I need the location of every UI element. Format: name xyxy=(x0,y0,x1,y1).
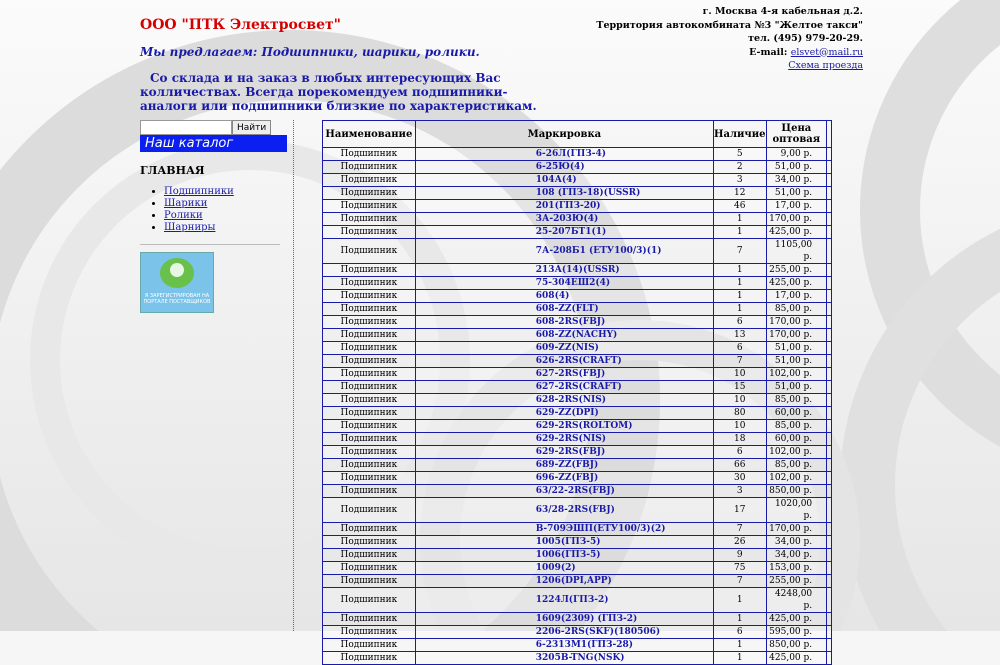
cell-name: Подшипник xyxy=(323,355,416,368)
cell-mark: 608-2RS(FBJ) xyxy=(415,316,713,329)
table-row xyxy=(323,562,832,575)
cell-qty: 1 xyxy=(714,639,767,652)
cell-name: Подшипник xyxy=(323,652,416,665)
table-row xyxy=(323,355,832,368)
contacts-block xyxy=(596,5,863,73)
table-row xyxy=(323,433,832,446)
cell-name: Подшипник xyxy=(323,148,416,161)
table-row xyxy=(323,639,832,652)
table-row xyxy=(323,626,832,639)
cell-extra xyxy=(827,485,832,498)
table-row xyxy=(323,381,832,394)
table-row xyxy=(323,549,832,562)
catalog-nav xyxy=(148,186,234,234)
header-qty: Наличие xyxy=(714,121,767,148)
catalog-title: Наш каталог xyxy=(140,135,287,152)
cell-qty: 7 xyxy=(714,355,767,368)
cell-price: 85,00 р. xyxy=(766,420,827,433)
cell-extra xyxy=(827,613,832,626)
cell-mark: 3А-203Ю(4) xyxy=(415,213,713,226)
cell-price: 51,00 р. xyxy=(766,187,827,200)
email-label: E-mail: xyxy=(749,46,788,58)
table-row xyxy=(323,472,832,485)
cell-price: 17,00 р. xyxy=(766,200,827,213)
nav-link-balls[interactable]: Шарики xyxy=(164,198,208,209)
cell-extra xyxy=(827,381,832,394)
table-body xyxy=(323,148,832,665)
cell-mark: 629-2RS(NIS) xyxy=(415,433,713,446)
cell-extra xyxy=(827,394,832,407)
cell-name: Подшипник xyxy=(323,187,416,200)
price-table-container xyxy=(322,120,832,665)
cell-name: Подшипник xyxy=(323,459,416,472)
cell-mark: 626-2RS(CRAFT) xyxy=(415,355,713,368)
cell-price: 425,00 р. xyxy=(766,613,827,626)
cell-qty: 6 xyxy=(714,316,767,329)
cell-extra xyxy=(827,213,832,226)
cell-name: Подшипник xyxy=(323,264,416,277)
cell-name: Подшипник xyxy=(323,420,416,433)
supplier-portal-badge[interactable] xyxy=(140,252,214,313)
cell-name: Подшипник xyxy=(323,213,416,226)
table-row xyxy=(323,368,832,381)
cell-mark: 627-2RS(FBJ) xyxy=(415,368,713,381)
nav-link-bearings[interactable]: Подшипники xyxy=(164,186,234,197)
home-heading: ГЛАВНАЯ xyxy=(140,164,205,177)
header-price: Цена оптовая xyxy=(766,121,827,148)
cell-mark: 1009(2) xyxy=(415,562,713,575)
cell-name: Подшипник xyxy=(323,407,416,420)
cell-qty: 7 xyxy=(714,239,767,264)
cell-qty: 1 xyxy=(714,303,767,316)
cell-mark: 6-26Л(ГПЗ-4) xyxy=(415,148,713,161)
table-header-row xyxy=(323,121,832,148)
cell-extra xyxy=(827,562,832,575)
cell-name: Подшипник xyxy=(323,588,416,613)
cell-qty: 17 xyxy=(714,498,767,523)
table-row xyxy=(323,588,832,613)
cell-name: Подшипник xyxy=(323,381,416,394)
cell-extra xyxy=(827,355,832,368)
cell-name: Подшипник xyxy=(323,562,416,575)
cell-price: 102,00 р. xyxy=(766,446,827,459)
table-row xyxy=(323,226,832,239)
cell-extra xyxy=(827,174,832,187)
cell-price: 102,00 р. xyxy=(766,368,827,381)
cell-price: 60,00 р. xyxy=(766,407,827,420)
search-button[interactable]: Найти xyxy=(232,120,271,135)
intro-text: Со склада и на заказ в любых интересующих Вас колличествах. Всегда порекомендуем подшипники-аналоги или подшипники близкие по характеристикам. xyxy=(140,71,537,113)
cell-name: Подшипник xyxy=(323,368,416,381)
search-input[interactable] xyxy=(140,120,232,135)
cell-extra xyxy=(827,498,832,523)
cell-mark: 75-304ЕШ2(4) xyxy=(415,277,713,290)
map-link[interactable]: Схема проезда xyxy=(788,60,863,71)
cell-name: Подшипник xyxy=(323,472,416,485)
cell-extra xyxy=(827,549,832,562)
cell-price: 153,00 р. xyxy=(766,562,827,575)
cell-extra xyxy=(827,187,832,200)
cell-qty: 2 xyxy=(714,161,767,174)
nav-link-rollers[interactable]: Ролики xyxy=(164,210,203,221)
cell-price: 850,00 р. xyxy=(766,485,827,498)
cell-extra xyxy=(827,303,832,316)
cell-name: Подшипник xyxy=(323,523,416,536)
email-line xyxy=(596,46,863,60)
cell-qty: 15 xyxy=(714,381,767,394)
table-row xyxy=(323,485,832,498)
header-extra xyxy=(827,121,832,148)
table-row xyxy=(323,498,832,523)
cell-name: Подшипник xyxy=(323,342,416,355)
cell-mark: 108 (ГПЗ-18)(USSR) xyxy=(415,187,713,200)
table-row xyxy=(323,187,832,200)
cell-qty: 12 xyxy=(714,187,767,200)
cell-extra xyxy=(827,433,832,446)
phone: тел. (495) 979-20-29. xyxy=(748,33,863,44)
cell-extra xyxy=(827,639,832,652)
cell-name: Подшипник xyxy=(323,626,416,639)
offer-text: Мы предлагаем: Подшипники, шарики, ролики. xyxy=(140,45,480,59)
cell-price: 51,00 р. xyxy=(766,355,827,368)
cell-price: 255,00 р. xyxy=(766,575,827,588)
cell-name: Подшипник xyxy=(323,549,416,562)
badge-text: Я ЗАРЕГИСТРИРОВАН НА ПОРТАЛЕ ПОСТАВЩИКОВ xyxy=(143,293,211,305)
cell-extra xyxy=(827,536,832,549)
header-mark: Маркировка xyxy=(415,121,713,148)
cell-qty: 1 xyxy=(714,264,767,277)
cell-price: 34,00 р. xyxy=(766,174,827,187)
cell-price: 850,00 р. xyxy=(766,639,827,652)
cell-mark: 628-2RS(NIS) xyxy=(415,394,713,407)
cell-qty: 80 xyxy=(714,407,767,420)
table-row xyxy=(323,148,832,161)
table-row xyxy=(323,303,832,316)
cell-name: Подшипник xyxy=(323,174,416,187)
cell-qty: 26 xyxy=(714,536,767,549)
table-row xyxy=(323,239,832,264)
cell-mark: В-709ЭШП(ЕТУ100/3)(2) xyxy=(415,523,713,536)
cell-qty: 30 xyxy=(714,472,767,485)
table-row xyxy=(323,200,832,213)
cell-name: Подшипник xyxy=(323,613,416,626)
cell-qty: 7 xyxy=(714,523,767,536)
cell-price: 1105,00 р. xyxy=(766,239,827,264)
cell-mark: 629-2RS(FBJ) xyxy=(415,446,713,459)
cell-mark: 1609(2309) (ГПЗ-2) xyxy=(415,613,713,626)
cell-price: 595,00 р. xyxy=(766,626,827,639)
cell-name: Подшипник xyxy=(323,639,416,652)
cell-mark: 2206-2RS(SKF)(180506) xyxy=(415,626,713,639)
cell-price: 9,00 р. xyxy=(766,148,827,161)
table-row xyxy=(323,213,832,226)
address-line-2: Территория автокомбината №3 "Желтое такси" xyxy=(596,19,863,31)
cell-mark: 608-ZZ(NACHY) xyxy=(415,329,713,342)
cell-qty: 6 xyxy=(714,342,767,355)
table-row xyxy=(323,174,832,187)
nav-item xyxy=(164,198,234,210)
cell-qty: 10 xyxy=(714,368,767,381)
cell-extra xyxy=(827,342,832,355)
cell-qty: 1 xyxy=(714,290,767,303)
cell-name: Подшипник xyxy=(323,290,416,303)
cell-mark: 104А(4) xyxy=(415,174,713,187)
table-row xyxy=(323,277,832,290)
cell-extra xyxy=(827,420,832,433)
nav-item xyxy=(164,222,234,234)
cell-price: 51,00 р. xyxy=(766,161,827,174)
cell-price: 255,00 р. xyxy=(766,264,827,277)
cell-extra xyxy=(827,316,832,329)
cell-extra xyxy=(827,290,832,303)
cell-qty: 3 xyxy=(714,174,767,187)
email-link[interactable]: elsvet@mail.ru xyxy=(790,46,863,58)
table-row xyxy=(323,536,832,549)
people-icon xyxy=(160,258,194,288)
cell-price: 4248,00 р. xyxy=(766,588,827,613)
table-row xyxy=(323,613,832,626)
cell-qty: 66 xyxy=(714,459,767,472)
table-row xyxy=(323,652,832,665)
cell-extra xyxy=(827,588,832,613)
cell-price: 17,00 р. xyxy=(766,290,827,303)
nav-item xyxy=(164,186,234,198)
cell-price: 85,00 р. xyxy=(766,303,827,316)
cell-extra xyxy=(827,161,832,174)
cell-mark: 1206(DPI,APP) xyxy=(415,575,713,588)
cell-price: 1020,00 р. xyxy=(766,498,827,523)
cell-mark: 201(ГПЗ-20) xyxy=(415,200,713,213)
cell-extra xyxy=(827,472,832,485)
table-row xyxy=(323,446,832,459)
cell-name: Подшипник xyxy=(323,433,416,446)
cell-qty: 18 xyxy=(714,433,767,446)
table-row xyxy=(323,316,832,329)
cell-name: Подшипник xyxy=(323,446,416,459)
cell-mark: 63/28-2RS(FBJ) xyxy=(415,498,713,523)
cell-mark: 608(4) xyxy=(415,290,713,303)
cell-qty: 10 xyxy=(714,394,767,407)
table-row xyxy=(323,290,832,303)
cell-price: 85,00 р. xyxy=(766,459,827,472)
cell-extra xyxy=(827,264,832,277)
cell-name: Подшипник xyxy=(323,226,416,239)
cell-extra xyxy=(827,368,832,381)
cell-mark: 6-25Ю(4) xyxy=(415,161,713,174)
cell-mark: 689-ZZ(FBJ) xyxy=(415,459,713,472)
table-row xyxy=(323,329,832,342)
table-row xyxy=(323,394,832,407)
cell-price: 34,00 р. xyxy=(766,536,827,549)
company-name: ООО "ПТК Электросвет" xyxy=(140,17,341,33)
cell-mark: 1006(ГПЗ-5) xyxy=(415,549,713,562)
cell-qty: 75 xyxy=(714,562,767,575)
nav-link-joints[interactable]: Шарниры xyxy=(164,222,216,233)
cell-qty: 13 xyxy=(714,329,767,342)
table-row xyxy=(323,459,832,472)
cell-price: 170,00 р. xyxy=(766,329,827,342)
cell-extra xyxy=(827,626,832,639)
cell-qty: 1 xyxy=(714,613,767,626)
cell-price: 51,00 р. xyxy=(766,342,827,355)
cell-extra xyxy=(827,277,832,290)
price-table xyxy=(322,120,832,665)
cell-qty: 1 xyxy=(714,588,767,613)
cell-price: 102,00 р. xyxy=(766,472,827,485)
cell-name: Подшипник xyxy=(323,329,416,342)
table-row xyxy=(323,407,832,420)
cell-mark: 7А-208Б1 (ЕТУ100/3)(1) xyxy=(415,239,713,264)
cell-qty: 1 xyxy=(714,652,767,665)
cell-mark: 3205B-TNG(NSK) xyxy=(415,652,713,665)
cell-name: Подшипник xyxy=(323,575,416,588)
cell-name: Подшипник xyxy=(323,200,416,213)
cell-qty: 1 xyxy=(714,226,767,239)
table-row xyxy=(323,161,832,174)
cell-mark: 609-ZZ(NIS) xyxy=(415,342,713,355)
cell-name: Подшипник xyxy=(323,316,416,329)
cell-name: Подшипник xyxy=(323,536,416,549)
cell-mark: 1005(ГПЗ-5) xyxy=(415,536,713,549)
cell-extra xyxy=(827,407,832,420)
cell-qty: 9 xyxy=(714,549,767,562)
cell-name: Подшипник xyxy=(323,161,416,174)
cell-extra xyxy=(827,459,832,472)
cell-qty: 6 xyxy=(714,626,767,639)
table-row xyxy=(323,420,832,433)
cell-price: 170,00 р. xyxy=(766,523,827,536)
cell-name: Подшипник xyxy=(323,303,416,316)
nav-item xyxy=(164,210,234,222)
cell-name: Подшипник xyxy=(323,498,416,523)
cell-extra xyxy=(827,148,832,161)
cell-mark: 629-2RS(ROLTOM) xyxy=(415,420,713,433)
cell-mark: 213А(14)(USSR) xyxy=(415,264,713,277)
cell-qty: 6 xyxy=(714,446,767,459)
cell-name: Подшипник xyxy=(323,485,416,498)
cell-extra xyxy=(827,446,832,459)
cell-mark: 696-ZZ(FBJ) xyxy=(415,472,713,485)
table-row xyxy=(323,342,832,355)
cell-name: Подшипник xyxy=(323,277,416,290)
cell-price: 85,00 р. xyxy=(766,394,827,407)
cell-mark: 629-ZZ(DPI) xyxy=(415,407,713,420)
cell-extra xyxy=(827,523,832,536)
cell-price: 425,00 р. xyxy=(766,277,827,290)
cell-extra xyxy=(827,329,832,342)
cell-extra xyxy=(827,575,832,588)
address-line-1: г. Москва 4-я кабельная д.2. xyxy=(702,6,863,17)
cell-price: 170,00 р. xyxy=(766,316,827,329)
column-divider xyxy=(293,120,294,631)
cell-price: 51,00 р. xyxy=(766,381,827,394)
cell-mark: 6-2313М1(ГПЗ-28) xyxy=(415,639,713,652)
cell-qty: 1 xyxy=(714,213,767,226)
table-row xyxy=(323,264,832,277)
cell-qty: 3 xyxy=(714,485,767,498)
cell-extra xyxy=(827,200,832,213)
cell-mark: 25-207БТ1(1) xyxy=(415,226,713,239)
cell-price: 425,00 р. xyxy=(766,652,827,665)
cell-extra xyxy=(827,239,832,264)
cell-price: 170,00 р. xyxy=(766,213,827,226)
header-name: Наименование xyxy=(323,121,416,148)
cell-qty: 10 xyxy=(714,420,767,433)
cell-extra xyxy=(827,652,832,665)
cell-price: 34,00 р. xyxy=(766,549,827,562)
cell-qty: 1 xyxy=(714,277,767,290)
cell-name: Подшипник xyxy=(323,394,416,407)
cell-mark: 608-ZZ(FLT) xyxy=(415,303,713,316)
cell-mark: 63/22-2RS(FBJ) xyxy=(415,485,713,498)
cell-mark: 627-2RS(CRAFT) xyxy=(415,381,713,394)
cell-price: 425,00 р. xyxy=(766,226,827,239)
cell-name: Подшипник xyxy=(323,239,416,264)
cell-qty: 7 xyxy=(714,575,767,588)
table-row xyxy=(323,523,832,536)
cell-extra xyxy=(827,226,832,239)
table-row xyxy=(323,575,832,588)
cell-qty: 46 xyxy=(714,200,767,213)
cell-mark: 1224Л(ГПЗ-2) xyxy=(415,588,713,613)
cell-price: 60,00 р. xyxy=(766,433,827,446)
sidebar-divider xyxy=(140,244,280,245)
cell-qty: 5 xyxy=(714,148,767,161)
